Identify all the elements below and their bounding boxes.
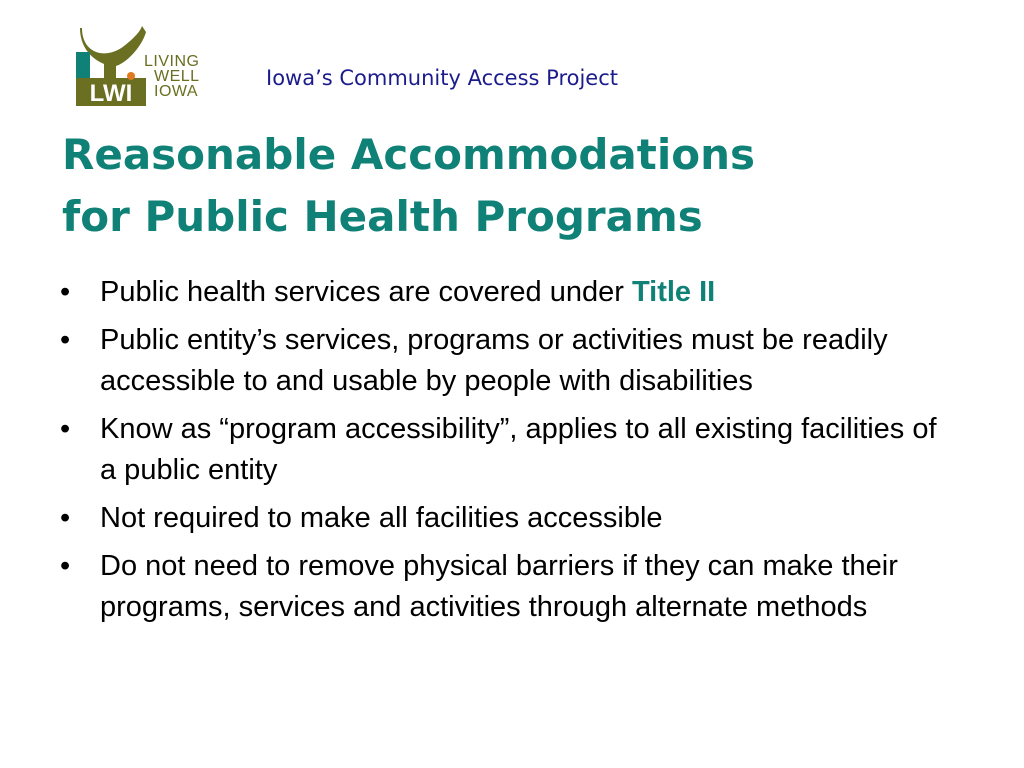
living-well-iowa-logo [76, 24, 216, 108]
bullet-list [58, 272, 958, 635]
slide-title-line-2: for Public Health Programs [62, 192, 703, 241]
title-ii-highlight: Title II [631, 276, 716, 308]
logo-word-iowa: IOWA [154, 83, 199, 100]
bullet-mark: • [60, 550, 71, 582]
bullet-text-3: Know as “program accessibility”, applies to all existing facilities of a public entity [100, 413, 937, 486]
bullet-text-5: Do not need to remove physical barriers if they can make their programs, services and activities through alternate methods [100, 550, 898, 623]
bullet-mark: • [60, 324, 71, 356]
slide-title [62, 124, 1002, 248]
logo-word-well: WELL [154, 68, 200, 85]
project-tagline: Iowa’s Community Access Project [266, 66, 619, 90]
bullet-text-1: Public health services are covered under [100, 276, 632, 308]
bullet-text-4: Not required to make all facilities accessible [100, 502, 663, 534]
logo-wordmark [144, 54, 200, 99]
bullet-item-1 [58, 272, 958, 313]
bullet-mark: • [60, 502, 71, 534]
logo-word-living: LIVING [144, 53, 200, 70]
bullet-item-3 [58, 409, 958, 491]
bullet-item-2 [58, 320, 958, 402]
slide-title-line-1: Reasonable Accommodations [62, 130, 755, 179]
bullet-mark: • [60, 276, 71, 308]
living-well-iowa-logo-icon [76, 24, 146, 106]
bullet-item-4 [58, 498, 958, 539]
bullet-text-2: Public entity’s services, programs or activities must be readily accessible to and usable by people with disabilities [100, 324, 888, 397]
bullet-mark: • [60, 413, 71, 445]
logo-emblem-text: LWI [89, 80, 133, 106]
bullet-item-5 [58, 546, 958, 628]
